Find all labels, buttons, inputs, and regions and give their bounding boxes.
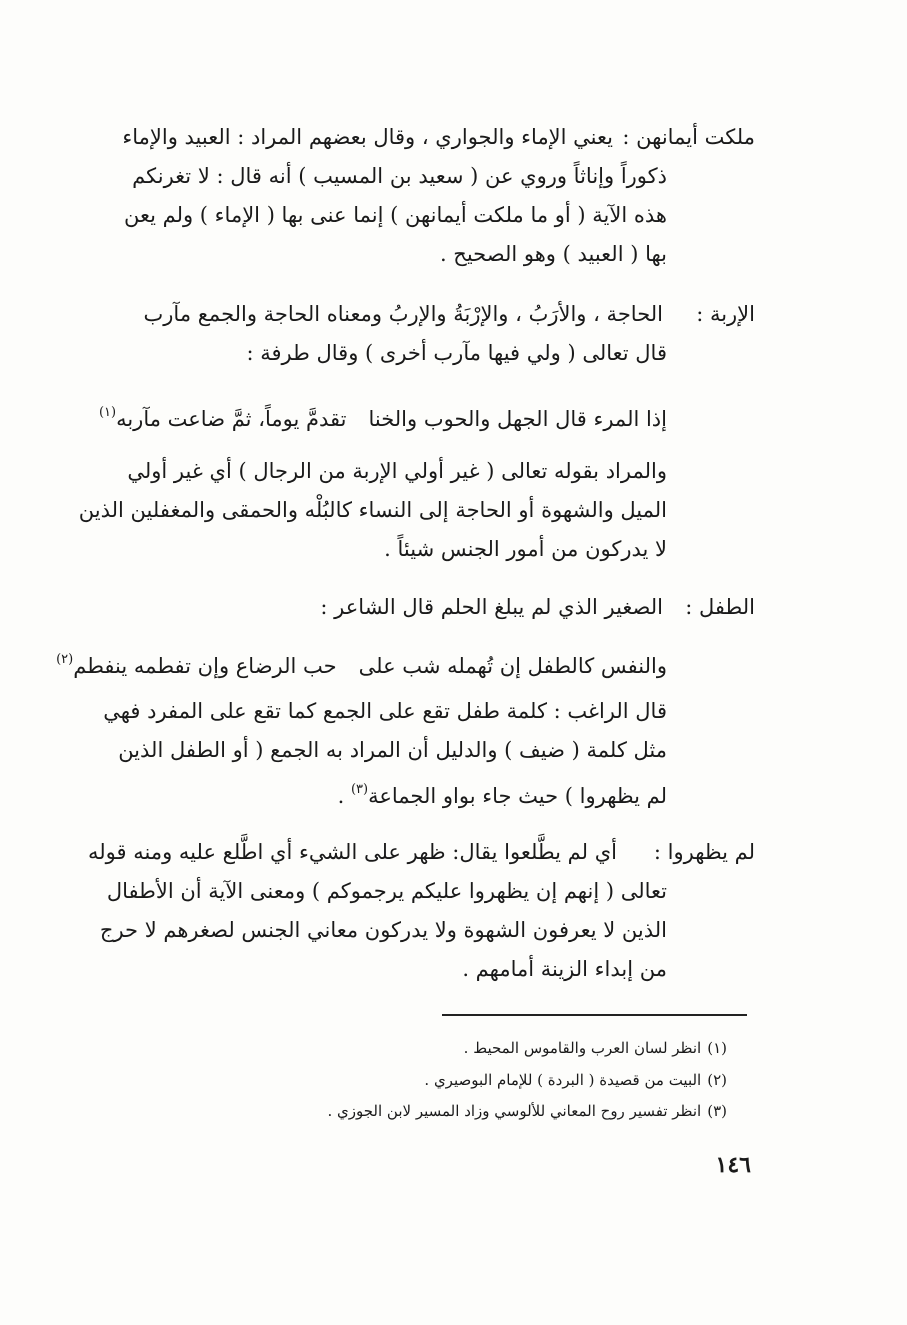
page-number: ١٤٦	[715, 1152, 751, 1178]
entry-continuation	[75, 872, 667, 989]
entry-line-text: لم يظهروا ) حيث جاء بواو الجماعة	[368, 784, 667, 808]
footnote-text: البيت من قصيدة ( البردة ) للإمام البوصيري .	[424, 1071, 702, 1089]
entry-continuation	[75, 692, 667, 816]
verse-first-hemistich: والنفس كالطفل إن تُهمله شب على	[358, 654, 667, 678]
entry-continuation	[75, 334, 667, 373]
entry-line: الحاجة ، والأرَبُ ، والإرْبَةُ والإربُ ومعناه الحاجة والجمع مآرب	[143, 302, 663, 326]
entry-line: يعني الإماء والجواري ، وقال بعضهم المراد : العبيد والإماء	[122, 125, 613, 149]
entry-line: مثل كلمة ( ضيف ) والدليل أن المراد به الجمع ( أو الطفل الذين	[118, 738, 667, 762]
entry-line: من إبداء الزينة أمامهم .	[462, 957, 667, 981]
entry-line: الذين لا يعرفون الشهوة ولا يدركون معاني الجنس لصغرهم لا حرج	[99, 918, 667, 942]
footnote-number: (٢)	[707, 1071, 727, 1089]
verse-first-hemistich: إذا المرء قال الجهل والحوب والخنا	[368, 407, 667, 431]
entry-line: قال تعالى ( ولي فيها مآرب أخرى ) وقال طرفة :	[246, 341, 667, 365]
entry-first-line	[75, 295, 663, 334]
entry-line: بها ( العبيد ) وهو الصحيح .	[439, 242, 667, 266]
entry-lam-yazharu	[75, 833, 755, 873]
entry-continuation	[75, 452, 667, 569]
footnote-text: انظر لسان العرب والقاموس المحيط .	[463, 1039, 702, 1057]
entry-line: الصغير الذي لم يبلغ الحلم قال الشاعر :	[320, 595, 663, 619]
verse-second-hemistich: تقدمَّ يوماً، ثمَّ ضاعت مآربه	[116, 407, 347, 431]
poetry-verse	[99, 393, 667, 439]
entry-line	[75, 770, 667, 816]
entry-term: الطفل :	[685, 595, 755, 619]
entry-first-line	[75, 588, 663, 627]
footnote-marker: (٣)	[350, 782, 369, 797]
footnote-separator	[442, 1014, 747, 1016]
footnote-number: (٣)	[707, 1102, 727, 1120]
entry-line: تعالى ( إنهم إن يظهروا عليكم يرجموكم ) ومعنى الآية أن الأطفال	[106, 879, 667, 903]
footnote-3	[327, 1097, 727, 1126]
entry-continuation	[75, 157, 667, 274]
footnote-text: انظر تفسير روح المعاني للألوسي وزاد المسير لابن الجوزي .	[327, 1102, 702, 1120]
entry-line: قال الراغب : كلمة طفل تقع على الجمع كما تقع على المفرد فهي	[103, 699, 667, 723]
verse-second-hemistich: حب الرضاع وإن تفطمه ينفطم	[73, 654, 337, 678]
entry-tifl	[75, 588, 755, 628]
entry-term: ملكت أيمانهن :	[622, 125, 755, 149]
entry-line: هذه الآية ( أو ما ملكت أيمانهن ) إنما عنى بها ( الإماء ) ولم يعن	[123, 203, 667, 227]
entry-first-line	[75, 833, 617, 872]
footnote-marker: (٢)	[56, 652, 74, 667]
entry-line: ذكوراً وإناثاً وروي عن ( سعيد بن المسيب ) أنه قال : لا تغرنكم	[132, 164, 667, 188]
entry-first-line	[75, 118, 613, 157]
entry-line: الميل والشهوة أو الحاجة إلى النساء كالبُلْه والحمقى والمغفلين الذين	[78, 498, 667, 522]
entry-line: والمراد بقوله تعالى ( غير أولي الإربة من الرجال ) أي غير أولي	[127, 459, 667, 483]
footnote-2	[424, 1066, 727, 1095]
footnote-marker: (١)	[98, 405, 117, 420]
entry-term: الإربة :	[696, 302, 755, 326]
entry-line: أي لم يطَّلعوا يقال: ظهر على الشيء أي اطَّلع عليه ومنه قوله	[88, 840, 617, 864]
poetry-verse	[56, 640, 667, 686]
entry-irba	[75, 295, 755, 335]
entry-term: لم يظهروا :	[653, 840, 755, 864]
footnote-number: (١)	[707, 1039, 727, 1057]
entry-line: لا يدركون من أمور الجنس شيئاً .	[384, 537, 667, 561]
entry-line-end: .	[337, 784, 351, 808]
footnote-1	[464, 1034, 727, 1063]
